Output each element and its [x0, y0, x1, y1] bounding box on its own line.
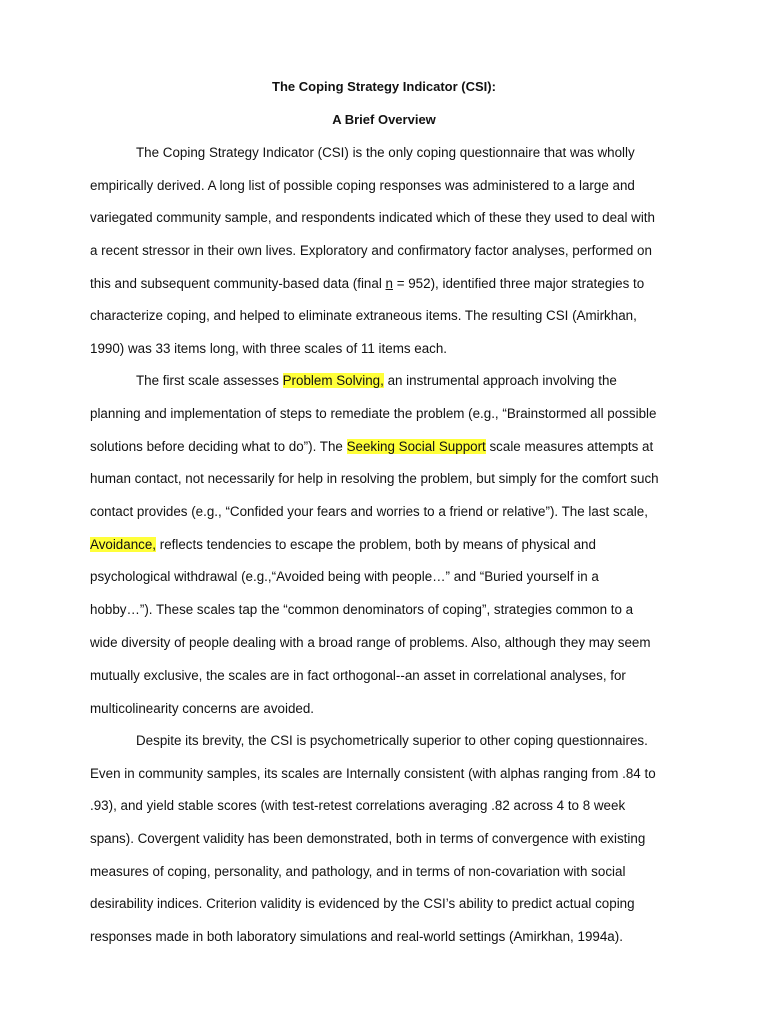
highlight-seeking-social-support: Seeking Social Support [346, 439, 486, 454]
paragraph-1-line-3: variegated community sample, and respondents indicated which of these they used to deal with [90, 210, 655, 225]
paragraph-2-line-1-text-b: an instrumental approach involving the [383, 373, 617, 388]
paragraph-2-line-1 [136, 372, 617, 390]
paragraph-3-line-2: Even in community samples, its scales are Internally consistent (with alphas ranging from .84 to [90, 766, 656, 781]
paragraph-2-line-3 [90, 438, 653, 456]
paragraph-1-line-1: The Coping Strategy Indicator (CSI) is the only coping questionnaire that was wholly [136, 145, 635, 160]
paragraph-3-line-7: responses made in both laboratory simulations and real-world settings (Amirkhan, 1994a). [90, 929, 623, 944]
paragraph-2-line-4: human contact, not necessarily for help in resolving the problem, but simply for the comfort such [90, 471, 659, 486]
highlight-avoidance: Avoidance, [90, 537, 157, 552]
paragraph-3-line-1: Despite its brevity, the CSI is psychometrically superior to other coping questionnaires. [136, 733, 648, 748]
paragraph-1-line-6: characterize coping, and helped to eliminate extraneous items. The resulting CSI (Amirkhan, [90, 308, 637, 323]
paragraph-2-line-6-text-b: reflects tendencies to escape the problem, both by means of physical and [156, 537, 596, 552]
paragraph-3-line-5: measures of coping, personality, and pathology, and in terms of non-covariation with social [90, 864, 626, 879]
paragraph-2-line-10: mutually exclusive, the scales are in fact orthogonal--an asset in correlational analyses, for [90, 668, 626, 683]
paragraph-2-line-9: wide diversity of people dealing with a broad range of problems. Also, although they may seem [90, 635, 651, 650]
paragraph-2-line-1-text-a: The first scale assesses [136, 373, 283, 388]
document-title: The Coping Strategy Indicator (CSI): [272, 79, 496, 94]
sample-size-n: n [385, 276, 393, 291]
paragraph-1-line-7: 1990) was 33 items long, with three scales of 11 items each. [90, 341, 448, 356]
paragraph-1-line-4: a recent stressor in their own lives. Exploratory and confirmatory factor analyses, performed on [90, 243, 652, 258]
paragraph-2-line-3-text-a: solutions before deciding what to do”). The [90, 439, 347, 454]
paragraph-2-line-11: multicolinearity concerns are avoided. [90, 701, 315, 716]
paragraph-1-line-5-text-b: = 952), identified three major strategies to [392, 276, 645, 291]
paragraph-2-line-5: contact provides (e.g., “Confided your fears and worries to a friend or relative”). The last scale, [90, 504, 648, 519]
paragraph-3-line-6: desirability indices. Criterion validity is evidenced by the CSI’s ability to predict actual coping [90, 896, 635, 911]
document-subtitle: A Brief Overview [332, 112, 436, 127]
paragraph-2-line-7: psychological withdrawal (e.g.,“Avoided being with people…” and “Buried yourself in a [90, 569, 599, 584]
highlight-problem-solving: Problem Solving, [282, 373, 384, 388]
paragraph-2-line-8: hobby…”). These scales tap the “common denominators of coping”, strategies common to a [90, 602, 634, 617]
paragraph-1-line-5 [90, 275, 644, 293]
paragraph-3-line-4: spans). Covergent validity has been demonstrated, both in terms of convergence with existing [90, 831, 646, 846]
paragraph-2-line-6 [90, 536, 596, 554]
paragraph-2-line-2: planning and implementation of steps to remediate the problem (e.g., “Brainstormed all possible [90, 406, 657, 421]
paragraph-1-line-5-text-a: this and subsequent community-based data (final [90, 276, 386, 291]
paragraph-3-line-3: .93), and yield stable scores (with test-retest correlations averaging .82 across 4 to 8 week [90, 798, 626, 813]
paragraph-1-line-2: empirically derived. A long list of possible coping responses was administered to a large and [90, 178, 635, 193]
paragraph-2-line-3-text-b: scale measures attempts at [485, 439, 654, 454]
